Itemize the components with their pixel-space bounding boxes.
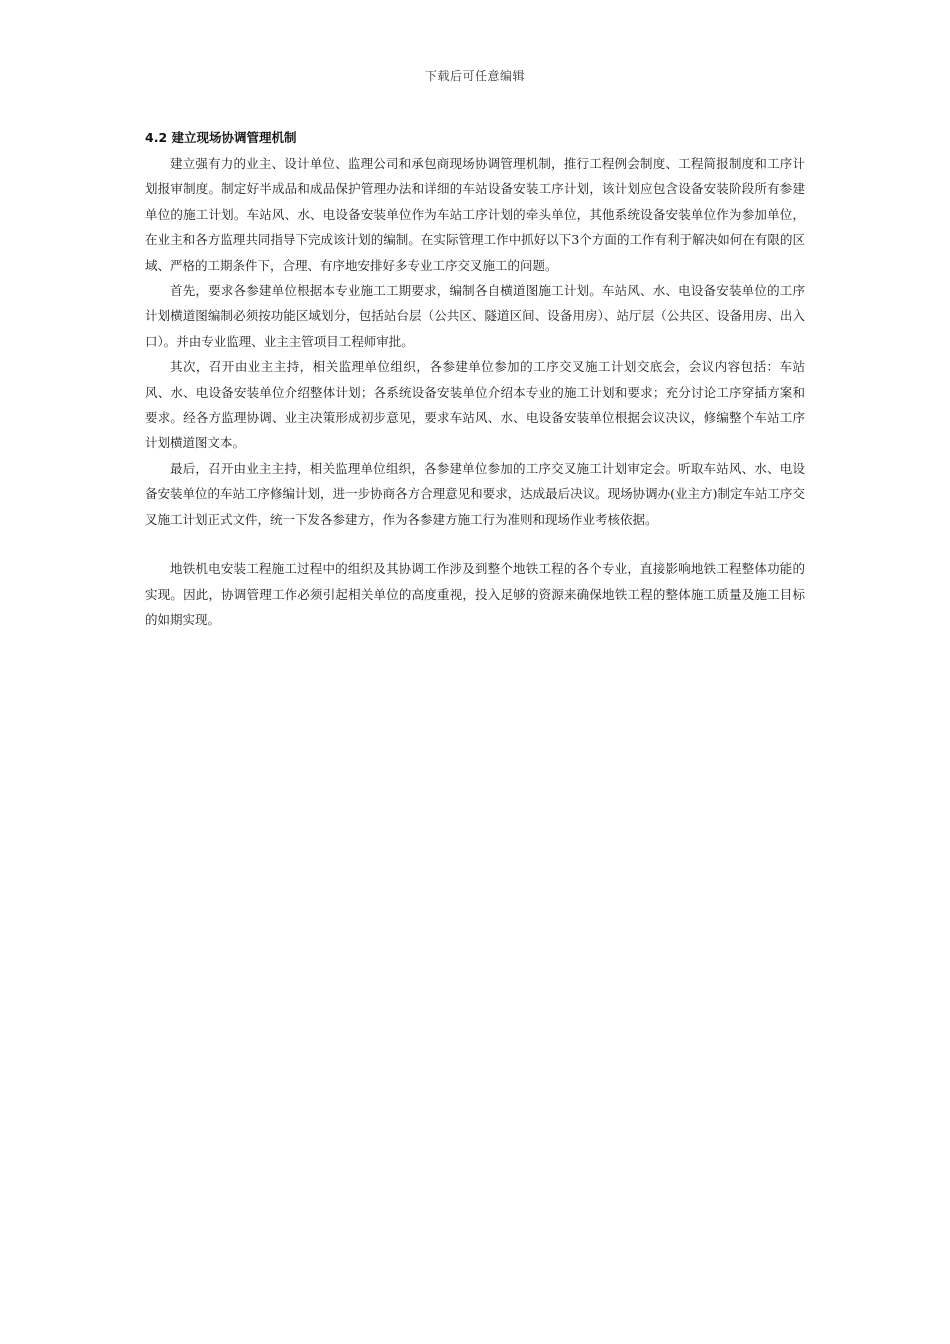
paragraph-first: 首先，要求各参建单位根据本专业施工工期要求，编制各自横道图施工计划。车站风、水、电设备安装单位的工序计划横道图编制必须按功能区域划分，包括站台层（公共区、隧道区间、设备用房）、站厅层（公共区、设备用房、出入口）。并由专业监理、业主主管项目工程师审批。 <box>145 283 805 349</box>
header-note: 下载后可任意编辑 <box>424 69 525 83</box>
document-body <box>145 128 805 632</box>
section-title: 4.2 建立现场协调管理机制 <box>145 130 297 145</box>
paragraph-second: 其次，召开由业主主持，相关监理单位组织，各参建单位参加的工序交叉施工计划交底会，会议内容包括：车站风、水、电设备安装单位介绍整体计划；各系统设备安装单位介绍本专业的施工计划和要求；充分讨论工序穿插方案和要求。经各方监理协调、业主决策形成初步意见，要求车站风、水、电设备安装单位根据会议决议，修编整个车站工序计划横道图文本。 <box>145 359 805 451</box>
paragraph-conclusion: 地铁机电安装工程施工过程中的组织及其协调工作涉及到整个地铁工程的各个专业，直接影响地铁工程整体功能的实现。因此，协调管理工作必须引起相关单位的高度重视，投入足够的资源来确保地铁工程的整体施工质量及施工目标的如期实现。 <box>145 561 805 627</box>
paragraph-intro: 建立强有力的业主、设计单位、监理公司和承包商现场协调管理机制，推行工程例会制度、工程简报制度和工序计划报审制度。制定好半成品和成品保护管理办法和详细的车站设备安装工序计划，该计划应包含设备安装阶段所有参建单位的施工计划。车站风、水、电设备安装单位作为车站工序计划的牵头单位，其他系统设备安装单位作为参加单位，在业主和各方监理共同指导下完成该计划的编制。在实际管理工作中抓好以下3个方面的工作有利于解决如何在有限的区域、严格的工期条件下，合理、有序地安排好多专业工序交叉施工的问题。 <box>145 156 805 273</box>
paragraph-last: 最后，召开由业主主持，相关监理单位组织，各参建单位参加的工序交叉施工计划审定会。听取车站风、水、电设备安装单位的车站工序修编计划，进一步协商各方合理意见和要求，达成最后决议。现场协调办(业主方)制定车站工序交叉施工计划正式文件，统一下发各参建方，作为各参建方施工行为准则和现场作业考核依据。 <box>145 460 805 527</box>
paragraph-spacer <box>145 532 805 556</box>
